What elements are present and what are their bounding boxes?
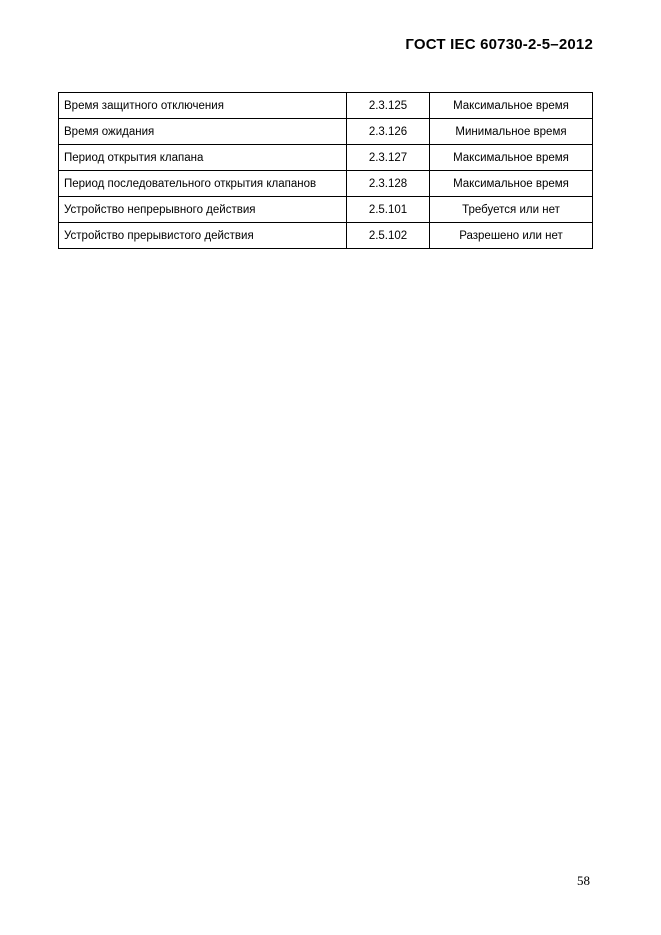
table-row <box>59 93 593 119</box>
term-cell: Устройство непрерывного действия <box>59 197 347 223</box>
requirement-cell: Минимальное время <box>430 119 593 145</box>
term-cell: Время ожидания <box>59 119 347 145</box>
term-cell: Период последовательного открытия клапанов <box>59 171 347 197</box>
requirement-cell: Разрешено или нет <box>430 223 593 249</box>
table-row <box>59 145 593 171</box>
requirement-cell: Требуется или нет <box>430 197 593 223</box>
term-cell: Период открытия клапана <box>59 145 347 171</box>
clause-cell: 2.5.102 <box>347 223 430 249</box>
clause-cell: 2.3.128 <box>347 171 430 197</box>
spec-table <box>58 92 593 249</box>
table-row <box>59 171 593 197</box>
requirement-cell: Максимальное время <box>430 93 593 119</box>
clause-cell: 2.3.126 <box>347 119 430 145</box>
document-header: ГОСТ IEC 60730-2-5–2012 <box>405 36 593 53</box>
term-cell: Устройство прерывистого действия <box>59 223 347 249</box>
requirement-cell: Максимальное время <box>430 171 593 197</box>
page-number: 58 <box>577 873 590 888</box>
clause-cell: 2.3.125 <box>347 93 430 119</box>
requirement-cell: Максимальное время <box>430 145 593 171</box>
clause-cell: 2.5.101 <box>347 197 430 223</box>
table-row <box>59 119 593 145</box>
table-row <box>59 197 593 223</box>
table-row <box>59 223 593 249</box>
clause-cell: 2.3.127 <box>347 145 430 171</box>
term-cell: Время защитного отключения <box>59 93 347 119</box>
